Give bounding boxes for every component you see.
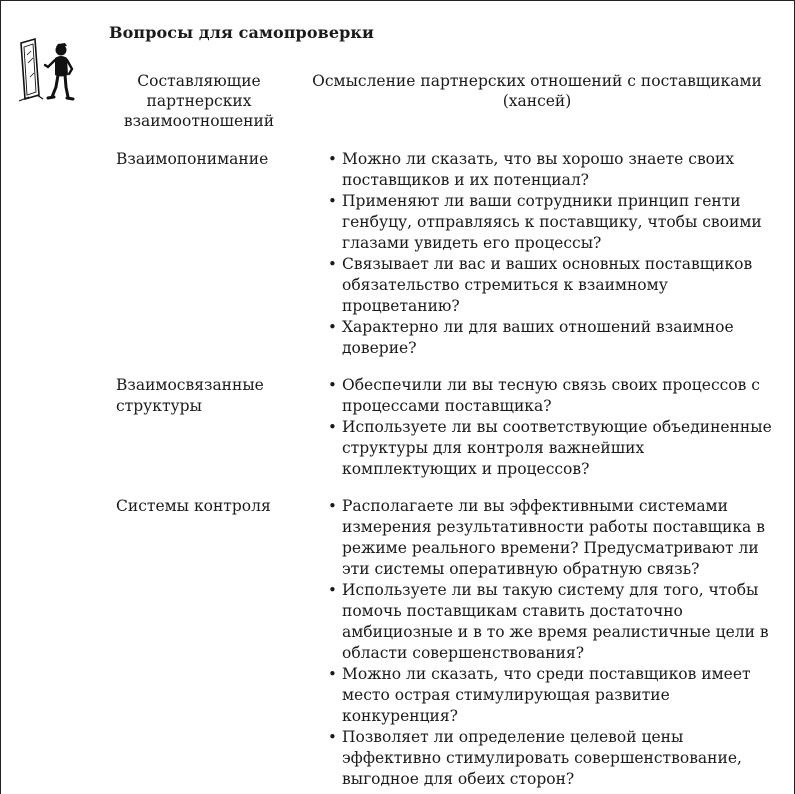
bullet-icon: • — [328, 665, 337, 683]
list-item: • Связывает ли вас и ваших основных поставщиков обязательство стремиться к взаимному процветанию? — [328, 255, 753, 315]
bullet-icon: • — [328, 376, 337, 394]
bullet-icon: • — [328, 150, 337, 168]
bullet-icon: • — [328, 255, 337, 273]
list-item: • Можно ли сказать, что вы хорошо знаете своих поставщиков и их потенциал? — [328, 150, 735, 189]
list-item: • Характерно ли для ваших отношений взаимное доверие? — [328, 318, 734, 357]
list-item: • Позволяет ли определение целевой цены эффективно стимулировать совершенствование, выгодное для обеих сторон? — [328, 728, 742, 788]
section-label: Системы контроля — [116, 497, 271, 515]
mirror-icon — [19, 39, 43, 101]
list-item: • Применяют ли ваши сотрудники принцип генти генбуцу, отправляясь к поставщику, чтобы своими глазами увидеть его процессы? — [328, 192, 762, 252]
bullet-icon: • — [328, 581, 337, 599]
section-label: Взаимосвязанные структуры — [116, 376, 264, 415]
list-item: • Можно ли сказать, что среди поставщиков имеет место острая стимулирующая развитие конкуренция? — [328, 665, 751, 725]
page-title: Вопросы для самопроверки — [109, 23, 375, 42]
person-icon — [45, 43, 73, 99]
question-list — [326, 149, 781, 359]
list-item: • Располагаете ли вы эффективными системами измерения результативности работы поставщика в режиме реального времени? Предусматривают ли эти системы оперативную обратную связь? — [328, 497, 765, 578]
column-header-components: Составляющие партнерских взаимоотношений — [123, 72, 275, 130]
question-list — [326, 375, 781, 480]
bullet-icon: • — [328, 318, 337, 336]
bullet-icon: • — [328, 728, 337, 746]
bullet-icon: • — [328, 497, 337, 515]
bullet-icon: • — [328, 192, 337, 210]
bullet-icon: • — [328, 418, 337, 436]
section-label: Взаимопонимание — [116, 150, 269, 168]
person-mirror-icon — [15, 37, 77, 103]
list-item: • Используете ли вы такую систему для того, чтобы помочь поставщикам ставить достаточно амбициозные и в то же время реалистичные цели в области совершенствования? — [328, 581, 769, 662]
list-item: • Обеспечили ли вы тесную связь своих процессов с процессами поставщика? — [328, 376, 760, 415]
list-item: • Используете ли вы соответствующие объединенные структуры для контроля важнейших комплектующих и процессов? — [328, 418, 772, 478]
column-header-reflection: Осмысление партнерских отношений с поставщиками (хансей) — [312, 72, 762, 110]
question-list — [326, 496, 781, 790]
